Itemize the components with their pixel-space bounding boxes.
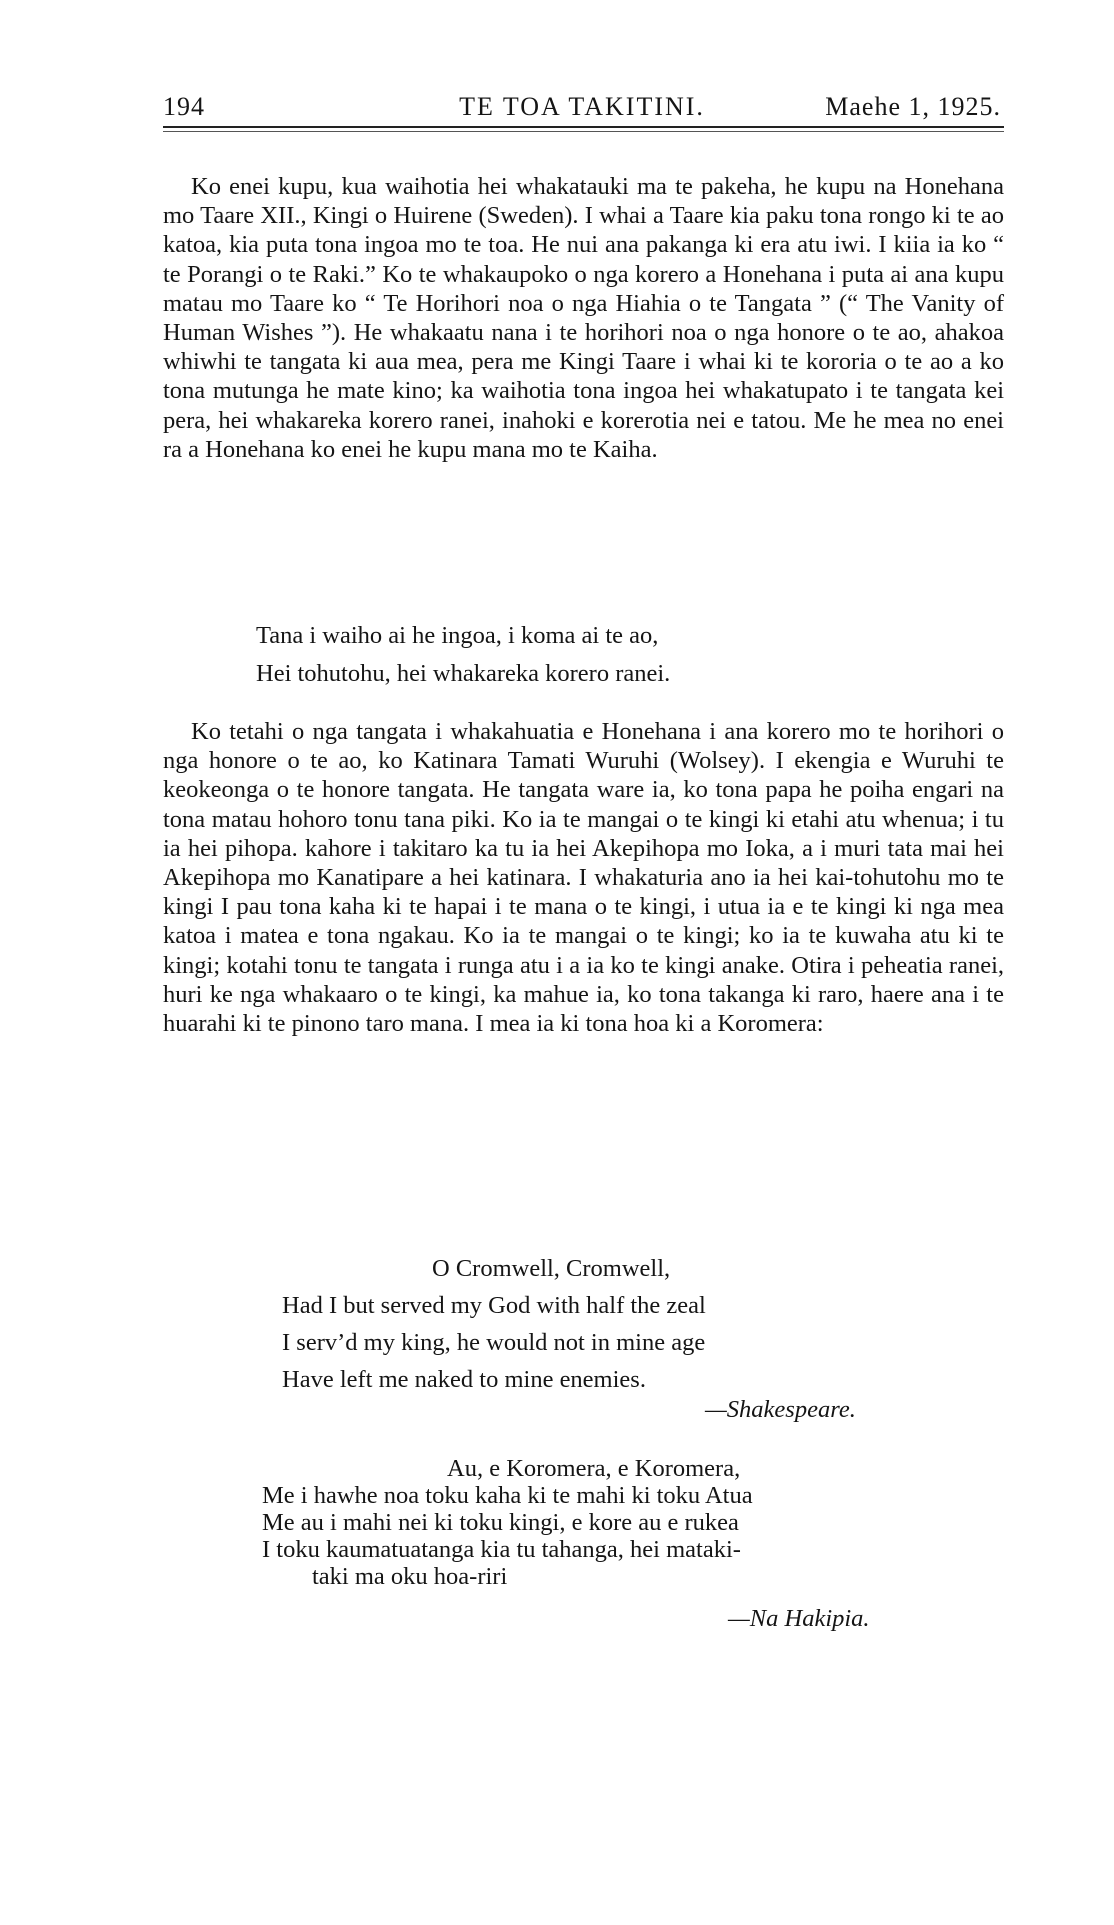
quote-line: I serv’d my king, he would not in mine age — [282, 1329, 706, 1356]
couplet — [256, 617, 670, 693]
paragraph-charles-xii — [163, 172, 1004, 464]
quote-maori — [262, 1455, 753, 1590]
header-rule — [163, 126, 1004, 128]
quote-line: Me i hawhe noa toku kaha ki te mahi ki toku Atua — [262, 1482, 753, 1509]
publication-title: TE TOA TAKITINI. — [459, 92, 705, 121]
quote-line: Have left me naked to mine enemies. — [282, 1366, 646, 1393]
paragraph-wolsey — [163, 717, 1004, 1038]
quote-english — [282, 1250, 706, 1398]
quote-line: Had I but served my God with half the zeal — [282, 1292, 706, 1319]
paragraph-text: Ko enei kupu, kua waihotia hei whakatauki ma te pakeha, he kupu na Honehana mo Taare XII., Kingi o Huirene (Sweden). I whai a Taare kia paku tona rongo ki te ao katoa, kia puta tona ingoa mo te toa. He nui ana pakanga ki era atu iwi. I kiia ia ko “ te Porangi o te Raki.” Ko te whakaupoko o nga korero a Honehana i puta ai ana kupu matau mo Taare ko “ Te Horihori noa o nga Hiahia o te Tangata ” (“ The Vanity of Human Wishes ”). He whakaatu nana i te horihori noa o nga honore o te ao, ahakoa whiwhi te tangata ki aua mea, pera me Kingi Taare i whai ki te kororia o te ao a ko tona mutunga he mate kino; ka waihotia tona ingoa hei whakatupato i te tangata kei pera, hei whakareka korero ranei, inahoki e korerotia nei e tatou. Me he mea no enei ra a Honehana ko enei he kupu mana mo te Kaiha. — [163, 173, 1004, 463]
header-rule-thin — [163, 131, 1004, 132]
quote-line: Me au i mahi nei ki toku kingi, e kore au e rukea — [262, 1509, 739, 1536]
quote-line: O Cromwell, Cromwell, — [432, 1255, 671, 1282]
attribution-hakipia: —Na Hakipia. — [728, 1605, 870, 1632]
attribution-shakespeare: —Shakespeare. — [705, 1396, 856, 1423]
paragraph-text: Ko tetahi o nga tangata i whakahuatia e Honehana i ana korero mo te horihori o nga honore o te ao, ko Katinara Tamati Wuruhi (Wolsey). I ekengia e Wuruhi te keokeonga o te honore tangata. He tangata ware ia, ko tona papa he poiha engari na tona matau hohoro tonu tana piki. Ko ia te mangai o te kingi ki etahi atu whenua; i tu ia hei pihopa. kahore i takitaro ka tu ia hei Akepihopa mo Ioka, a i muri tata mai hei Akepihopa mo Kanatipare a hei katinara. I whakaturia ano ia hei kai-tohutohu mo te kingi I pau tona kaha ki te hapai i te mana o te kingi, i utua ia e te kingi ki nga mea katoa i matea e tona ngakau. Ko ia te mangai o te kingi; ko ia te kuwaha atu ki te kingi; kotahi tonu te tangata i runga atu i a ia ko te kingi anake. Otira i peheatia ranei, huri ke nga whakaaro o te kingi, ka mahue ia, ko tona takanga ki raro, haere ana i te huarahi ki te pinono taro mana. I mea ia ki tona hoa ki a Koromera: — [163, 718, 1004, 1038]
quote-line: Au, e Koromera, e Koromera, — [447, 1455, 741, 1482]
quote-line: taki ma oku hoa-riri — [312, 1563, 508, 1590]
page-number: 194 — [163, 92, 205, 121]
issue-date: Maehe 1, 1925. — [825, 92, 1001, 121]
running-header — [163, 92, 1001, 124]
couplet-line: Hei tohutohu, hei whakareka korero ranei. — [256, 660, 671, 687]
couplet-line: Tana i waiho ai he ingoa, i koma ai te ao, — [256, 622, 659, 649]
quote-line: I toku kaumatuatanga kia tu tahanga, hei mataki- — [262, 1536, 741, 1563]
